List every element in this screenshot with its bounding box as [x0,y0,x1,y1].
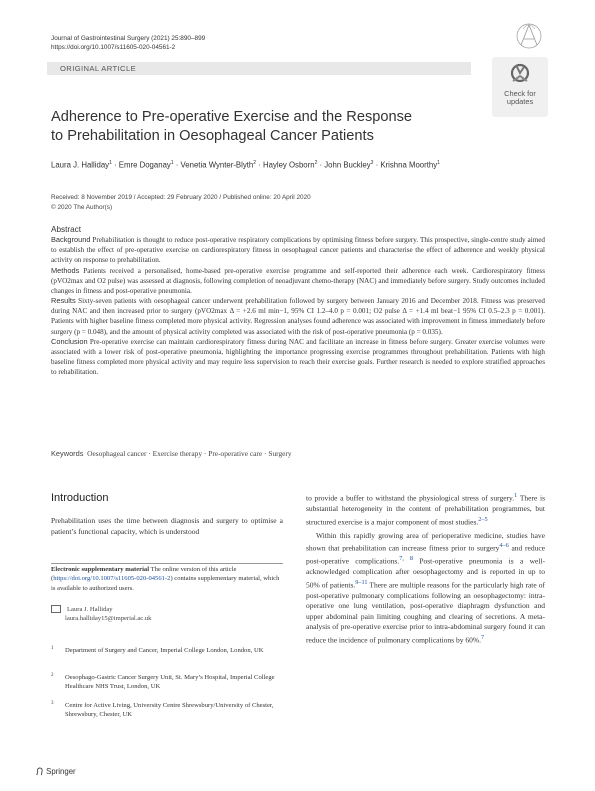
esm-text-end: ) contains supplementary material, which is available to authorized users. [51,575,280,592]
affiliation-number: 1 [51,646,54,651]
esm-link[interactable]: https://doi.org/10.1007/s11605-020-04561-2 [53,575,171,583]
abstract-conclusion [51,337,545,378]
affiliation [51,673,283,692]
intro-column-2 [306,491,545,646]
author-affiliation-marker: 1 [170,160,174,166]
abstract-results-label: Results [51,296,76,306]
citation-link[interactable]: 4–6 [499,542,509,549]
introduction-heading: Introduction [51,492,109,504]
abstract-background-label: Background [51,235,91,245]
abstract-conclusion-label: Conclusion [51,336,88,346]
author-name[interactable]: Emre Doganay [118,160,171,170]
intro-paragraph-2: Within this rapidly growing area of perioperative medicine, studies have shown that prehabilitation can increase fitness prior to surgery$^{4-6}$ and reduce post-operative complications.$^{7, 8}$ Post-operative pneumonia is a well-acknowledged complication after oesophagectomy and is reported in up to 50% of patients.$^{9-11}$ There are multiple reasons for the particularly high rate of post-operative pulmonary complications following an oesophagectomy: intra-operative one lung ventilation, post-operative diaphragm dysfunction and upper abdominal pain limiting coughing and clearing of secretions. A meta-analysis of pre-operative exercise prior to intra-abdominal surgery found it can reduce the incidence of pulmonary complications by 60%.$^7$ [306,530,546,644]
journal-citation: Journal of Gastrointestinal Surgery (2021) 25:890–899 [51,35,206,42]
journal-logo-icon [514,17,544,57]
author-affiliation-marker: 2 [314,160,318,166]
author-name[interactable]: Krishna Moorthy [380,160,438,170]
abstract-methods-text: Patients received a personalised, home-based pre-operative exercise programme and self-reported their adherence each week. Cardiorespiratory fitness (pVO2max and O2 pulse) was assessed at diagnosis, following completion of neoadjuvant chemo-therapy (NAC) and immediately before surgery. Study outcomes included changes in fitness and post-operative pneumonia. [51,266,545,295]
citation-link[interactable]: 7 [480,633,485,641]
publication-dates [51,193,311,212]
affiliation-text: Department of Surgery and Cancer, Imperial College London, London, UK [65,647,264,654]
abstract-methods [51,266,545,296]
title-line-1: Adherence to Pre-operative Exercise and the Response [51,109,413,125]
abstract-results-text: Sixty-seven patients with oesophageal cancer underwent prehabilitation followed by surgery between January 2016 and December 2018. Fitness was preserved during NAC and then increased prior to surgery (pVO2max Δ = +2.6 ml min−1, 95% CI 1.2–4.0 p = 0.001; O2 pulse Δ = +1.4 ml beat−1 95% CI 0.5–2.3 p = 0.001). Patients with higher baseline fitness completed more physical activity. Regression analyses found adherence was associated with improvement in fitness immediately before surgery (p = 0.048), and the amount of physical activity completed was associated with the risk of post-operative pneumonia (p = 0.035). [51,297,545,336]
affiliation [51,646,283,655]
affiliation-number: 2 [51,673,54,678]
author-name[interactable]: Laura J. Halliday [51,160,110,170]
abstract-background [51,235,545,265]
springer-horse-icon [35,767,44,776]
check-updates-icon [510,63,530,85]
contact-email[interactable]: laura.halliday15@imperial.ac.uk [65,615,152,623]
abstract-conclusion-text: Pre-operative exercise can maintain cardiorespiratory fitness during NAC and facilitate an increase in fitness before surgery. Greater exercise volumes were associated with a lower risk of post-operative pneumonia, highlighting the importance progressing exercise programmes throughout prehabilitation. Patients with high baseline fitness completed more physical activity and may require less supervision to reach their exercise goals. Further research is needed to explore stratified approaches to rehabilitation. [51,337,545,377]
paper-title [51,108,481,145]
citation-link[interactable]: 1 [514,492,518,499]
keywords-label: Keywords [51,449,84,458]
copyright-line: © 2020 The Author(s) [51,203,113,211]
author-list: Laura J. Halliday$^1$ · Emre Doganay$^1$ · Venetia Wynter-Blyth$^2$ · Hayley Osborn$^2$ · John Buckley$^3$ · Krishna Moorthy$^1$ [51,160,440,170]
doi-link[interactable]: https://doi.org/10.1007/s11605-020-04561-2 [51,44,176,52]
abstract-background-text: Prehabilitation is thought to reduce post-operative respiratory complications by optimising fitness before surgery. This prospective, single-centre study aimed to establish the effect of pre-operative exercise on cardiorespiratory fitness in oesophageal cancer patients and characterise the effect of adherence and weekly physical activity on response to prehabilitation. [51,236,545,265]
affiliation-text: Oesophago-Gastric Cancer Surgery Unit, St. Mary’s Hospital, Imperial College Healthcare NHS Trust, London, UK [65,674,275,691]
title-line-2: to Prehabilitation in Oesophageal Cancer Patients [51,127,374,144]
keywords [51,449,292,458]
author-affiliation-marker: 3 [370,160,374,166]
supplementary-material-note [51,563,283,593]
contact-name: Laura J. Halliday [67,606,113,613]
citation-link[interactable]: 7, 8 [399,555,414,562]
intro-paragraph-1: to provide a buffer to withstand the physiological stress of surgery.$^1$ There is substantial heterogeneity in the content of prehabilitation programmes, but structured exercise is a major component of most studies.$^{2-5}$ [306,492,545,526]
check-updates-button[interactable] [492,57,548,117]
esm-text: The online version of this article ( [51,566,237,583]
publisher-footer [35,767,76,776]
check-updates-line1: Check for [504,89,536,98]
intro-column-1: Prehabilitation uses the time between diagnosis and surgery to optimise a patient’s functional capacity, which is understood [51,516,283,536]
abstract-methods-label: Methods [51,265,80,275]
journal-meta [51,34,205,53]
affiliation-text: Centre for Active Living, University Centre Shrewsbury/University of Chester, Shrewsbury, Chester, UK [65,702,274,719]
abstract [51,225,545,377]
author-affiliation-marker: 1 [437,160,440,166]
corresponding-author [51,605,151,624]
publisher-name: Springer [46,767,76,776]
dates-line: Received: 8 November 2019 / Accepted: 29 February 2020 / Published online: 20 April 2020 [51,194,311,201]
check-updates-line2: updates [506,97,534,107]
citation-link[interactable]: 9–11 [355,578,368,586]
affiliation [51,701,283,720]
citation-link[interactable]: 2–5 [478,515,488,523]
keywords-text: Oesophageal cancer · Exercise therapy · Pre-operative care · Surgery [87,449,292,458]
abstract-results [51,296,545,337]
envelope-icon [51,605,61,613]
author-affiliation-marker: 2 [253,160,257,166]
author-name[interactable]: Hayley Osborn [262,160,315,170]
abstract-heading: Abstract [51,225,82,234]
author-affiliation-marker: 1 [109,160,112,166]
esm-label: Electronic supplementary material [51,566,150,573]
article-type: ORIGINAL ARTICLE [60,64,137,73]
affiliation-number: 3 [51,701,54,706]
author-name[interactable]: John Buckley [324,160,371,170]
author-name[interactable]: Venetia Wynter-Blyth [180,160,254,170]
